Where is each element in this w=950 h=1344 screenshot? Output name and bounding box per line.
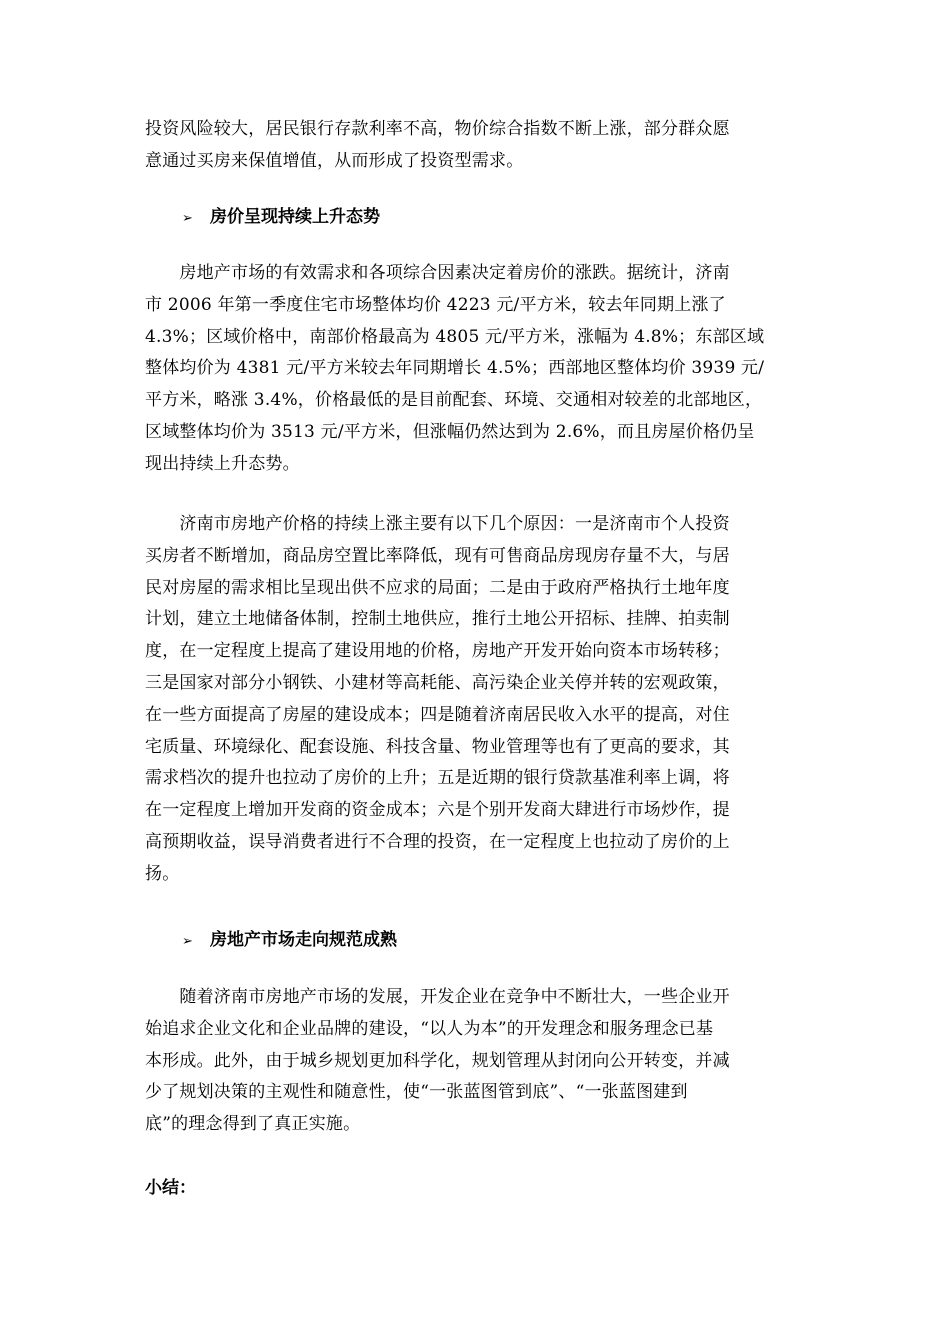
text-line: 高预期收益，误导消费者进行不合理的投资，在一定程度上也拉动了房价的上	[145, 831, 730, 852]
text-line: 底”的理念得到了真正实施。	[145, 1114, 361, 1135]
text-line: 投资风险较大，居民银行存款利率不高，物价综合指数不断上涨，部分群众愿	[145, 119, 730, 139]
market-maturity-paragraph	[145, 982, 805, 1141]
text-line: 济南市房地产价格的持续上涨主要有以下几个原因：一是济南市个人投资	[145, 514, 730, 534]
text-line: 本形成。此外，由于城乡规划更加科学化，规划管理从封闭向公开转变，并减	[145, 1050, 730, 1071]
section-title: 房价呈现持续上升态势	[210, 207, 380, 227]
text-line: 民对房屋的需求相比呈现出供不应求的局面；二是由于政府严格执行土地年度	[145, 577, 730, 598]
intro-paragraph	[145, 114, 805, 178]
section-heading-market-maturity	[182, 928, 397, 954]
price-reasons-paragraph	[145, 509, 805, 891]
text-line: 市 2006 年第一季度住宅市场整体均价 4223 元/平方米，较去年同期上涨了	[145, 294, 726, 315]
text-line: 少了规划决策的主观性和随意性，使“一张蓝图管到底”、“一张蓝图建到	[145, 1082, 688, 1103]
text-line: 三是国家对部分小钢铁、小建材等高耗能、高污染企业关停并转的宏观政策，	[145, 672, 730, 693]
text-line: 需求档次的提升也拉动了房价的上升；五是近期的银行贷款基准利率上调，将	[145, 768, 730, 789]
text-line: 买房者不断增加，商品房空置比率降低，现有可售商品房现房存量不大，与居	[145, 545, 730, 566]
text-line: 意通过买房来保值增值，从而形成了投资型需求。	[145, 150, 524, 171]
price-statistics-paragraph	[145, 258, 805, 481]
summary-heading: 小结：	[145, 1178, 196, 1198]
text-line: 房地产市场的有效需求和各项综合因素决定着房价的涨跌。据统计，济南	[145, 263, 730, 283]
text-line: 在一些方面提高了房屋的建设成本；四是随着济南居民收入水平的提高，对住	[145, 704, 730, 725]
text-line: 计划，建立土地储备体制，控制土地供应，推行土地公开招标、挂牌、拍卖制	[145, 609, 730, 630]
text-line: 区域整体均价为 3513 元/平方米，但涨幅仍然达到为 2.6%，而且房屋价格仍呈	[145, 421, 755, 442]
text-line: 平方米，略涨 3.4%，价格最低的是目前配套、环境、交通相对较差的北部地区，	[145, 390, 763, 411]
text-line: 始追求企业文化和企业品牌的建设，“以人为本”的开发理念和服务理念已基	[145, 1018, 714, 1039]
section-heading-price-rise	[182, 205, 380, 231]
text-line: 4.3%；区域价格中，南部价格最高为 4805 元/平方米，涨幅为 4.8%；东部区域	[145, 326, 765, 347]
text-line: 扬。	[145, 863, 180, 884]
text-line: 在一定程度上增加开发商的资金成本；六是个别开发商大肆进行市场炒作，提	[145, 800, 730, 821]
arrow-bullet-icon: ➢	[182, 934, 193, 949]
text-line: 宅质量、环境绿化、配套设施、科技含量、物业管理等也有了更高的要求，其	[145, 736, 730, 757]
text-line: 整体均价为 4381 元/平方米较去年同期增长 4.5%；西部地区整体均价 3939 元/	[145, 358, 765, 379]
text-line: 度，在一定程度上提高了建设用地的价格，房地产开发开始向资本市场转移；	[145, 641, 730, 662]
text-line: 现出持续上升态势。	[145, 453, 300, 474]
arrow-bullet-icon: ➢	[182, 211, 193, 226]
section-title: 房地产市场走向规范成熟	[210, 930, 397, 950]
text-line: 随着济南市房地产市场的发展，开发企业在竞争中不断壮大，一些企业开	[145, 987, 730, 1007]
